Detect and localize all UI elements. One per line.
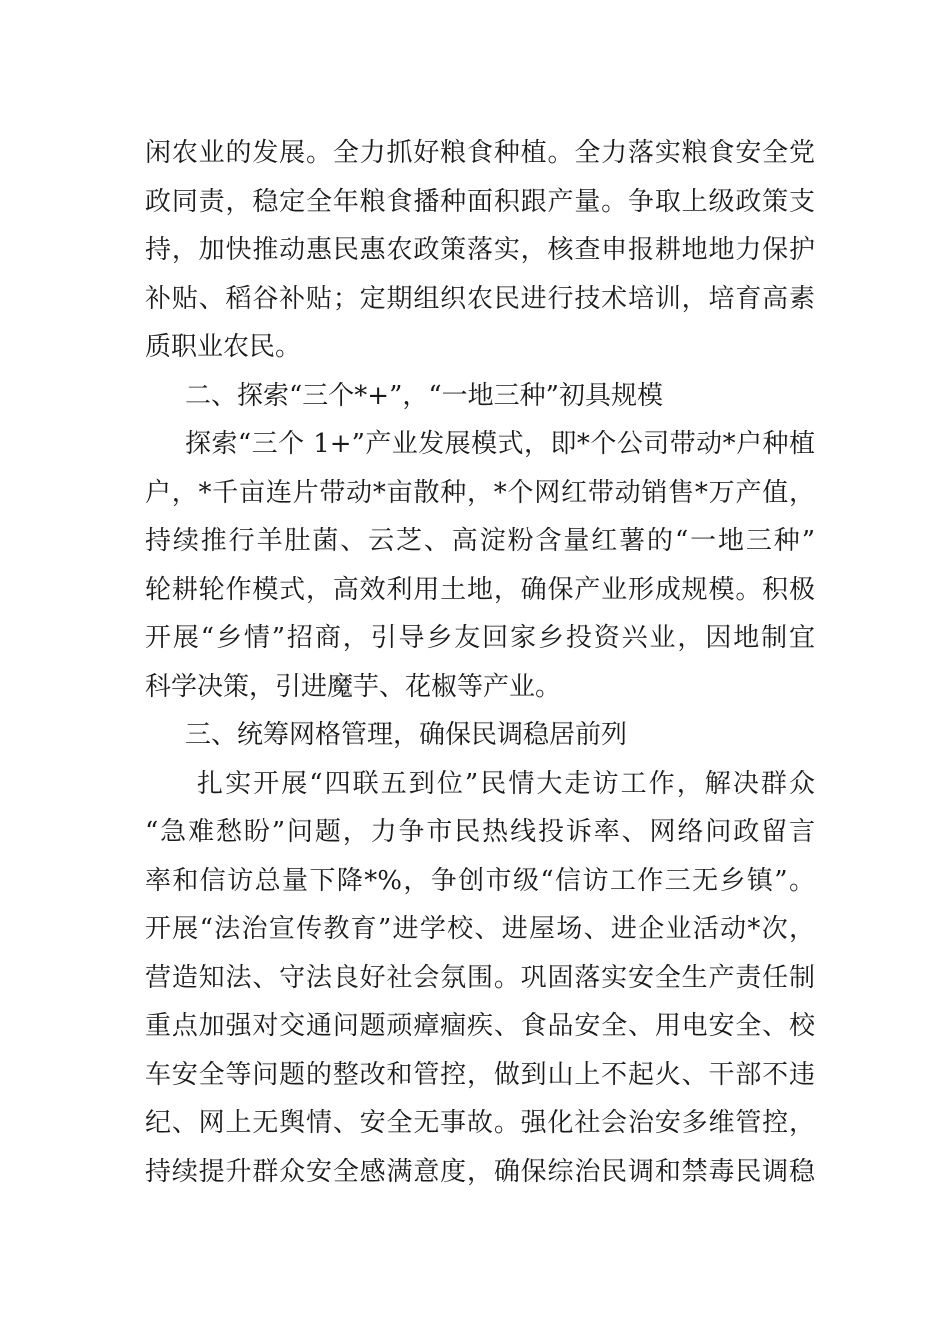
paragraph-line: 营造知法、守法良好社会氛围。巩固落实安全生产责任制: [145, 962, 815, 993]
paragraph-line: “急难愁盼”问题，力争市民热线投诉率、网络问政留言: [145, 817, 815, 847]
document-body: [145, 129, 815, 1196]
paragraph-line: 闲农业的发展。全力抓好粮食种植。全力落实粮食安全党: [145, 138, 815, 168]
paragraph-line: 质职业农民。: [145, 332, 302, 362]
section-heading: 二、探索“三个*+”，“一地三种”初具规模: [185, 380, 663, 411]
paragraph-line: 车安全等问题的整改和管控，做到山上不起火、干部不违: [145, 1059, 815, 1090]
paragraph-line: 轮耕轮作模式，高效利用土地，确保产业形成规模。积极: [145, 574, 815, 605]
paragraph-line: 补贴、稻谷补贴；定期组织农民进行技术培训，培育高素: [145, 283, 815, 314]
paragraph-line: 持续推行羊肚菌、云芝、高淀粉含量红薯的“一地三种”: [145, 526, 815, 556]
paragraph-line: 率和信访总量下降*%，争创市级“信访工作三无乡镇”。: [145, 865, 815, 896]
paragraph-line: 探索“三个 1+”产业发展模式，即*个公司带动*户种植: [185, 429, 815, 459]
paragraph-line: 扎实开展“四联五到位”民情大走访工作，解决群众: [197, 768, 815, 799]
paragraph-line: 科学决策，引进魔芋、花椒等产业。: [145, 671, 562, 702]
paragraph-line: 纪、网上无舆情、安全无事故。强化社会治安多维管控，: [145, 1108, 815, 1138]
paragraph-line: 持，加快推动惠民惠农政策落实，核查申报耕地地力保护: [145, 235, 815, 265]
paragraph-line: 户，*千亩连片带动*亩散种，*个网红带动销售*万产值，: [145, 477, 815, 508]
paragraph-line: 开展“法治宣传教育”进学校、进屋场、进企业活动*次，: [145, 914, 815, 944]
paragraph-line: 重点加强对交通问题顽瘴痼疾、食品安全、用电安全、校: [145, 1011, 815, 1041]
paragraph-line: 持续提升群众安全感满意度，确保综治民调和禁毒民调稳: [145, 1156, 815, 1187]
paragraph-line: 开展“乡情”招商，引导乡友回家乡投资兴业，因地制宜: [145, 623, 815, 653]
section-heading: 三、统筹网格管理，确保民调稳居前列: [185, 720, 628, 750]
paragraph-line: 政同责，稳定全年粮食播种面积跟产量。争取上级政策支: [145, 186, 815, 217]
